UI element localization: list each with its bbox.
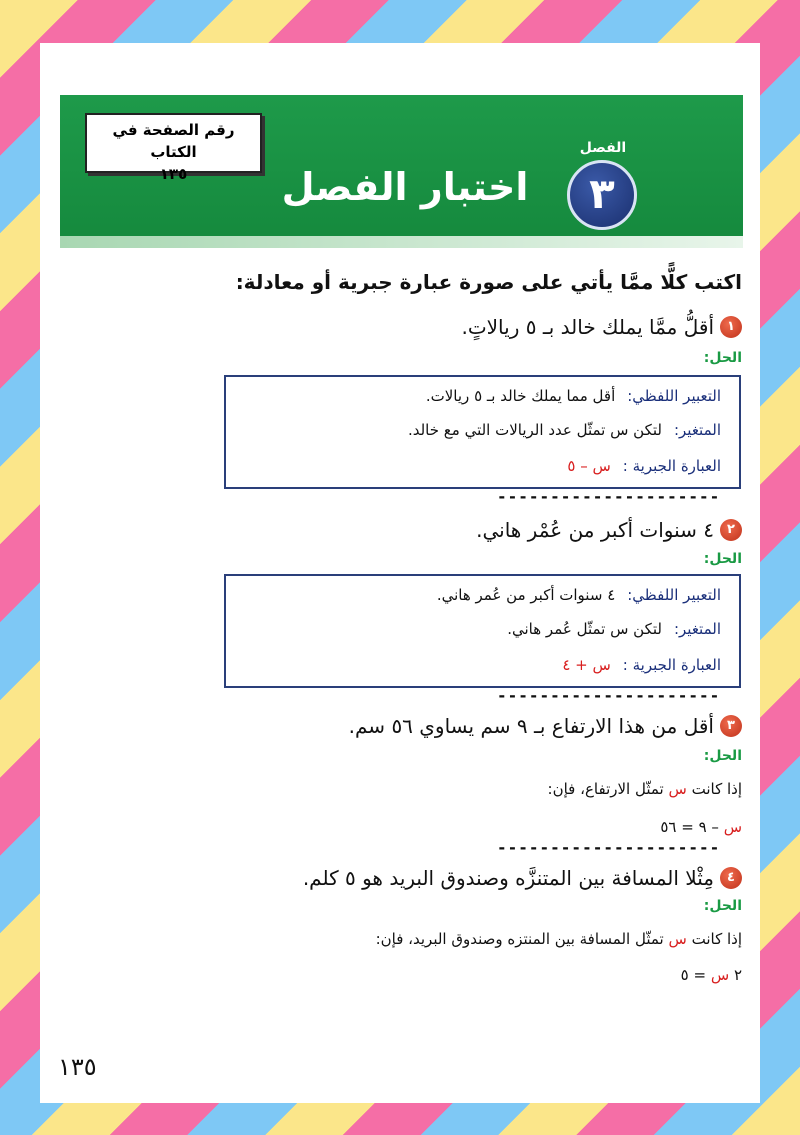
equation-line [681,966,742,984]
variable-symbol: س [710,966,730,984]
solution-label: الحل: [703,898,742,914]
solution-line [376,930,742,948]
solution-label: الحل: [703,551,742,567]
variable-value: لتكن س تمثّل عدد الريالات التي مع خالد. [407,421,662,439]
text-fragment: تمثّل المسافة بين المنتزه وصندوق البريد، فإن: [375,930,664,948]
verbal-value: ٤ سنوات أكبر من عُمر هاني. [436,586,616,604]
variable-row [507,620,721,638]
instruction-text: اكتب كلًّا ممَّا يأتي على صورة عبارة جبرية أو معادلة: [235,270,742,294]
divider: --------------------- [497,838,721,857]
question-2 [476,518,742,542]
question-number-badge: ٣ [720,715,742,737]
verbal-label: التعبير اللفظي: [627,387,721,405]
equation-line [660,818,742,836]
equation-text: = ٥ [680,966,707,984]
expression-row [567,457,721,475]
solution-box-1 [224,375,741,489]
question-text: أقلُّ ممَّا يملك خالد بـ ٥ ريالاتٍ. [461,315,714,339]
verbal-row [426,387,721,405]
question-3 [349,714,742,738]
variable-label: المتغير: [673,620,721,638]
expression-label: العبارة الجبرية : [622,457,721,475]
book-page-box [85,113,262,183]
solution-box-2 [224,574,741,688]
banner-stripe [60,236,743,248]
solution-label: الحل: [703,350,742,366]
question-text: ٤ سنوات أكبر من عُمْر هاني. [476,518,714,542]
question-1 [461,315,742,339]
chapter-title: اختبار الفصل [281,165,529,209]
text-fragment: إذا كانت [691,780,742,798]
variable-symbol: س [668,780,687,798]
variable-row [408,421,721,439]
equation-text: – ٩ = ٥٦ [660,818,719,836]
chapter-word: الفصل [579,140,627,156]
divider: --------------------- [497,686,721,705]
verbal-row [437,586,721,604]
expression-value: س + ٤ [562,656,611,674]
expression-label: العبارة الجبرية : [622,656,721,674]
question-text: مِثْلا المسافة بين المتنزَّه وصندوق البريد هو ٥ كلم. [302,866,714,890]
question-number-badge: ٢ [720,519,742,541]
verbal-value: أقل مما يملك خالد بـ ٥ ريالات. [425,387,616,405]
book-page-number: ١٣٥ [159,165,188,183]
verbal-label: التعبير اللفظي: [627,586,721,604]
solution-line [548,780,742,798]
question-number-badge: ١ [720,316,742,338]
variable-symbol: س [723,818,742,836]
variable-value: لتكن س تمثّل عُمر هاني. [507,620,662,638]
question-text: أقل من هذا الارتفاع بـ ٩ سم يساوي ٥٦ سم. [348,714,714,738]
text-fragment: تمثّل الارتفاع، فإن: [547,780,664,798]
question-number-badge: ٤ [720,867,742,889]
divider: --------------------- [497,487,721,506]
question-4 [303,866,742,890]
book-page-label: رقم الصفحة في الكتاب [112,121,235,161]
text-fragment: إذا كانت [691,930,742,948]
chapter-number-badge: ٣ [567,160,637,230]
page-number: ١٣٥ [58,1053,97,1081]
expression-row [562,656,721,674]
variable-symbol: س [668,930,687,948]
expression-value: س – ٥ [567,457,611,475]
equation-text: ٢ [733,966,742,984]
solution-label: الحل: [703,748,742,764]
variable-label: المتغير: [673,421,721,439]
